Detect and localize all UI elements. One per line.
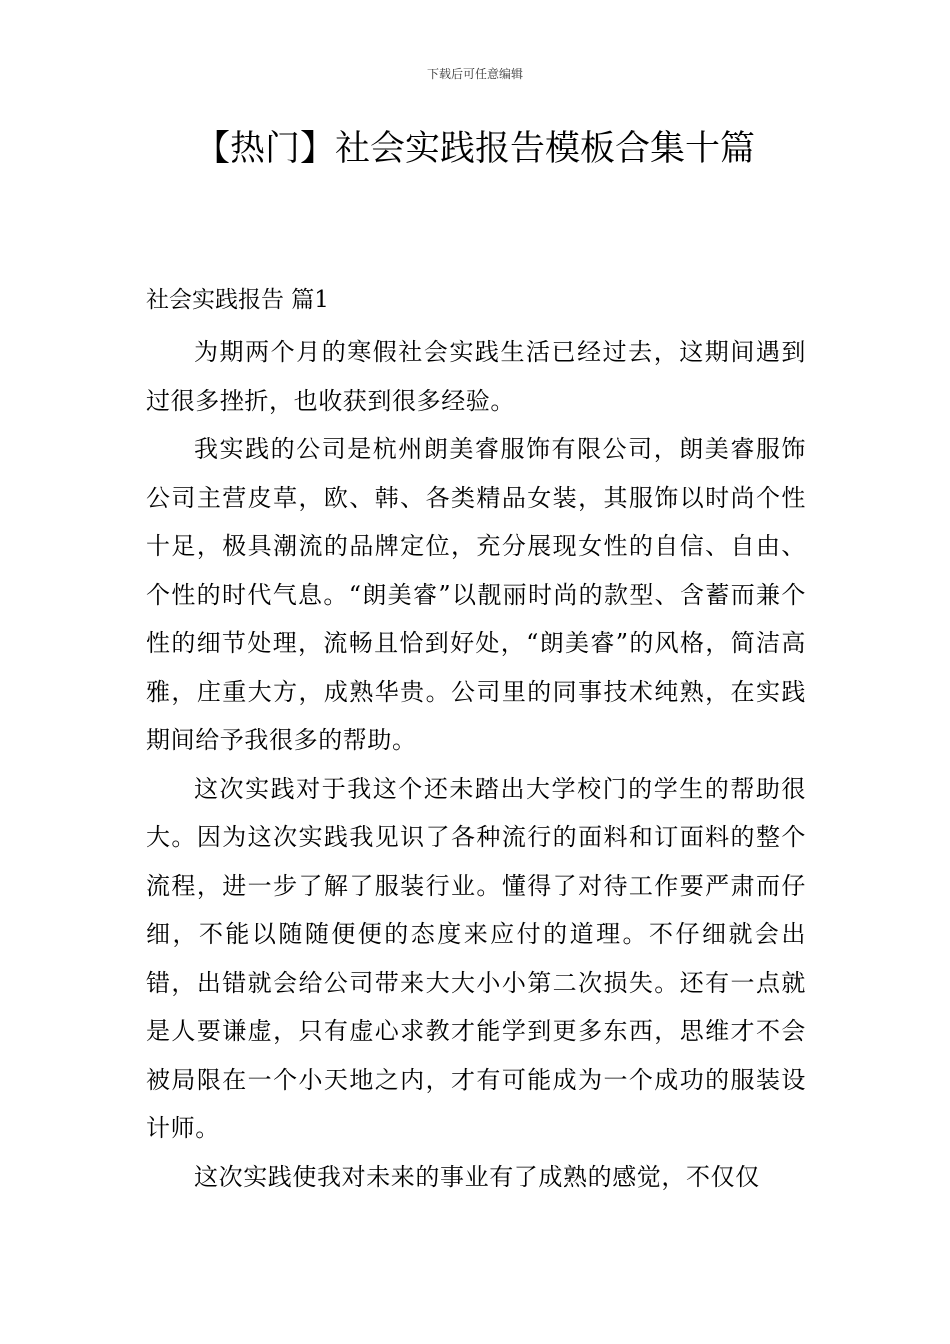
document-body [146,328,806,1201]
section-heading: 社会实践报告 篇1 [146,287,329,313]
paragraph-1: 为期两个月的寒假社会实践生活已经过去，这期间遇到过很多挫折，也收获到很多经验。 [146,338,806,415]
header-note: 下载后可任意编辑 [426,67,523,81]
paragraph-2: 我实践的公司是杭州朗美睿服饰有限公司，朗美睿服饰公司主营皮草，欧、韩、各类精品女装，其服饰以时尚个性十足，极具潮流的品牌定位，充分展现女性的自信、自由、个性的时代气息。“朗美睿”以靓丽时尚的款型、含蓄而兼个性的细节处理，流畅且恰到好处，“朗美睿”的风格，简洁高雅，庄重大方，成熟华贵。公司里的同事技术纯熟，在实践期间给予我很多的帮助。 [146,435,806,754]
document-title: 【热门】社会实践报告模板合集十篇 [194,129,755,169]
paragraph-3: 这次实践对于我这个还未踏出大学校门的学生的帮助很大。因为这次实践我见识了各种流行的面料和订面料的整个流程，进一步了解了服装行业。懂得了对待工作要严肃而仔细，不能以随随便便的态度来应付的道理。不仔细就会出错，出错就会给公司带来大大小小第二次损失。还有一点就是人要谦虚，只有虚心求教才能学到更多东西，思维才不会被局限在一个小天地之内，才有可能成为一个成功的服装设计师。 [146,774,806,1142]
paragraph-4: 这次实践使我对未来的事业有了成熟的感觉，不仅仅 [194,1162,760,1191]
